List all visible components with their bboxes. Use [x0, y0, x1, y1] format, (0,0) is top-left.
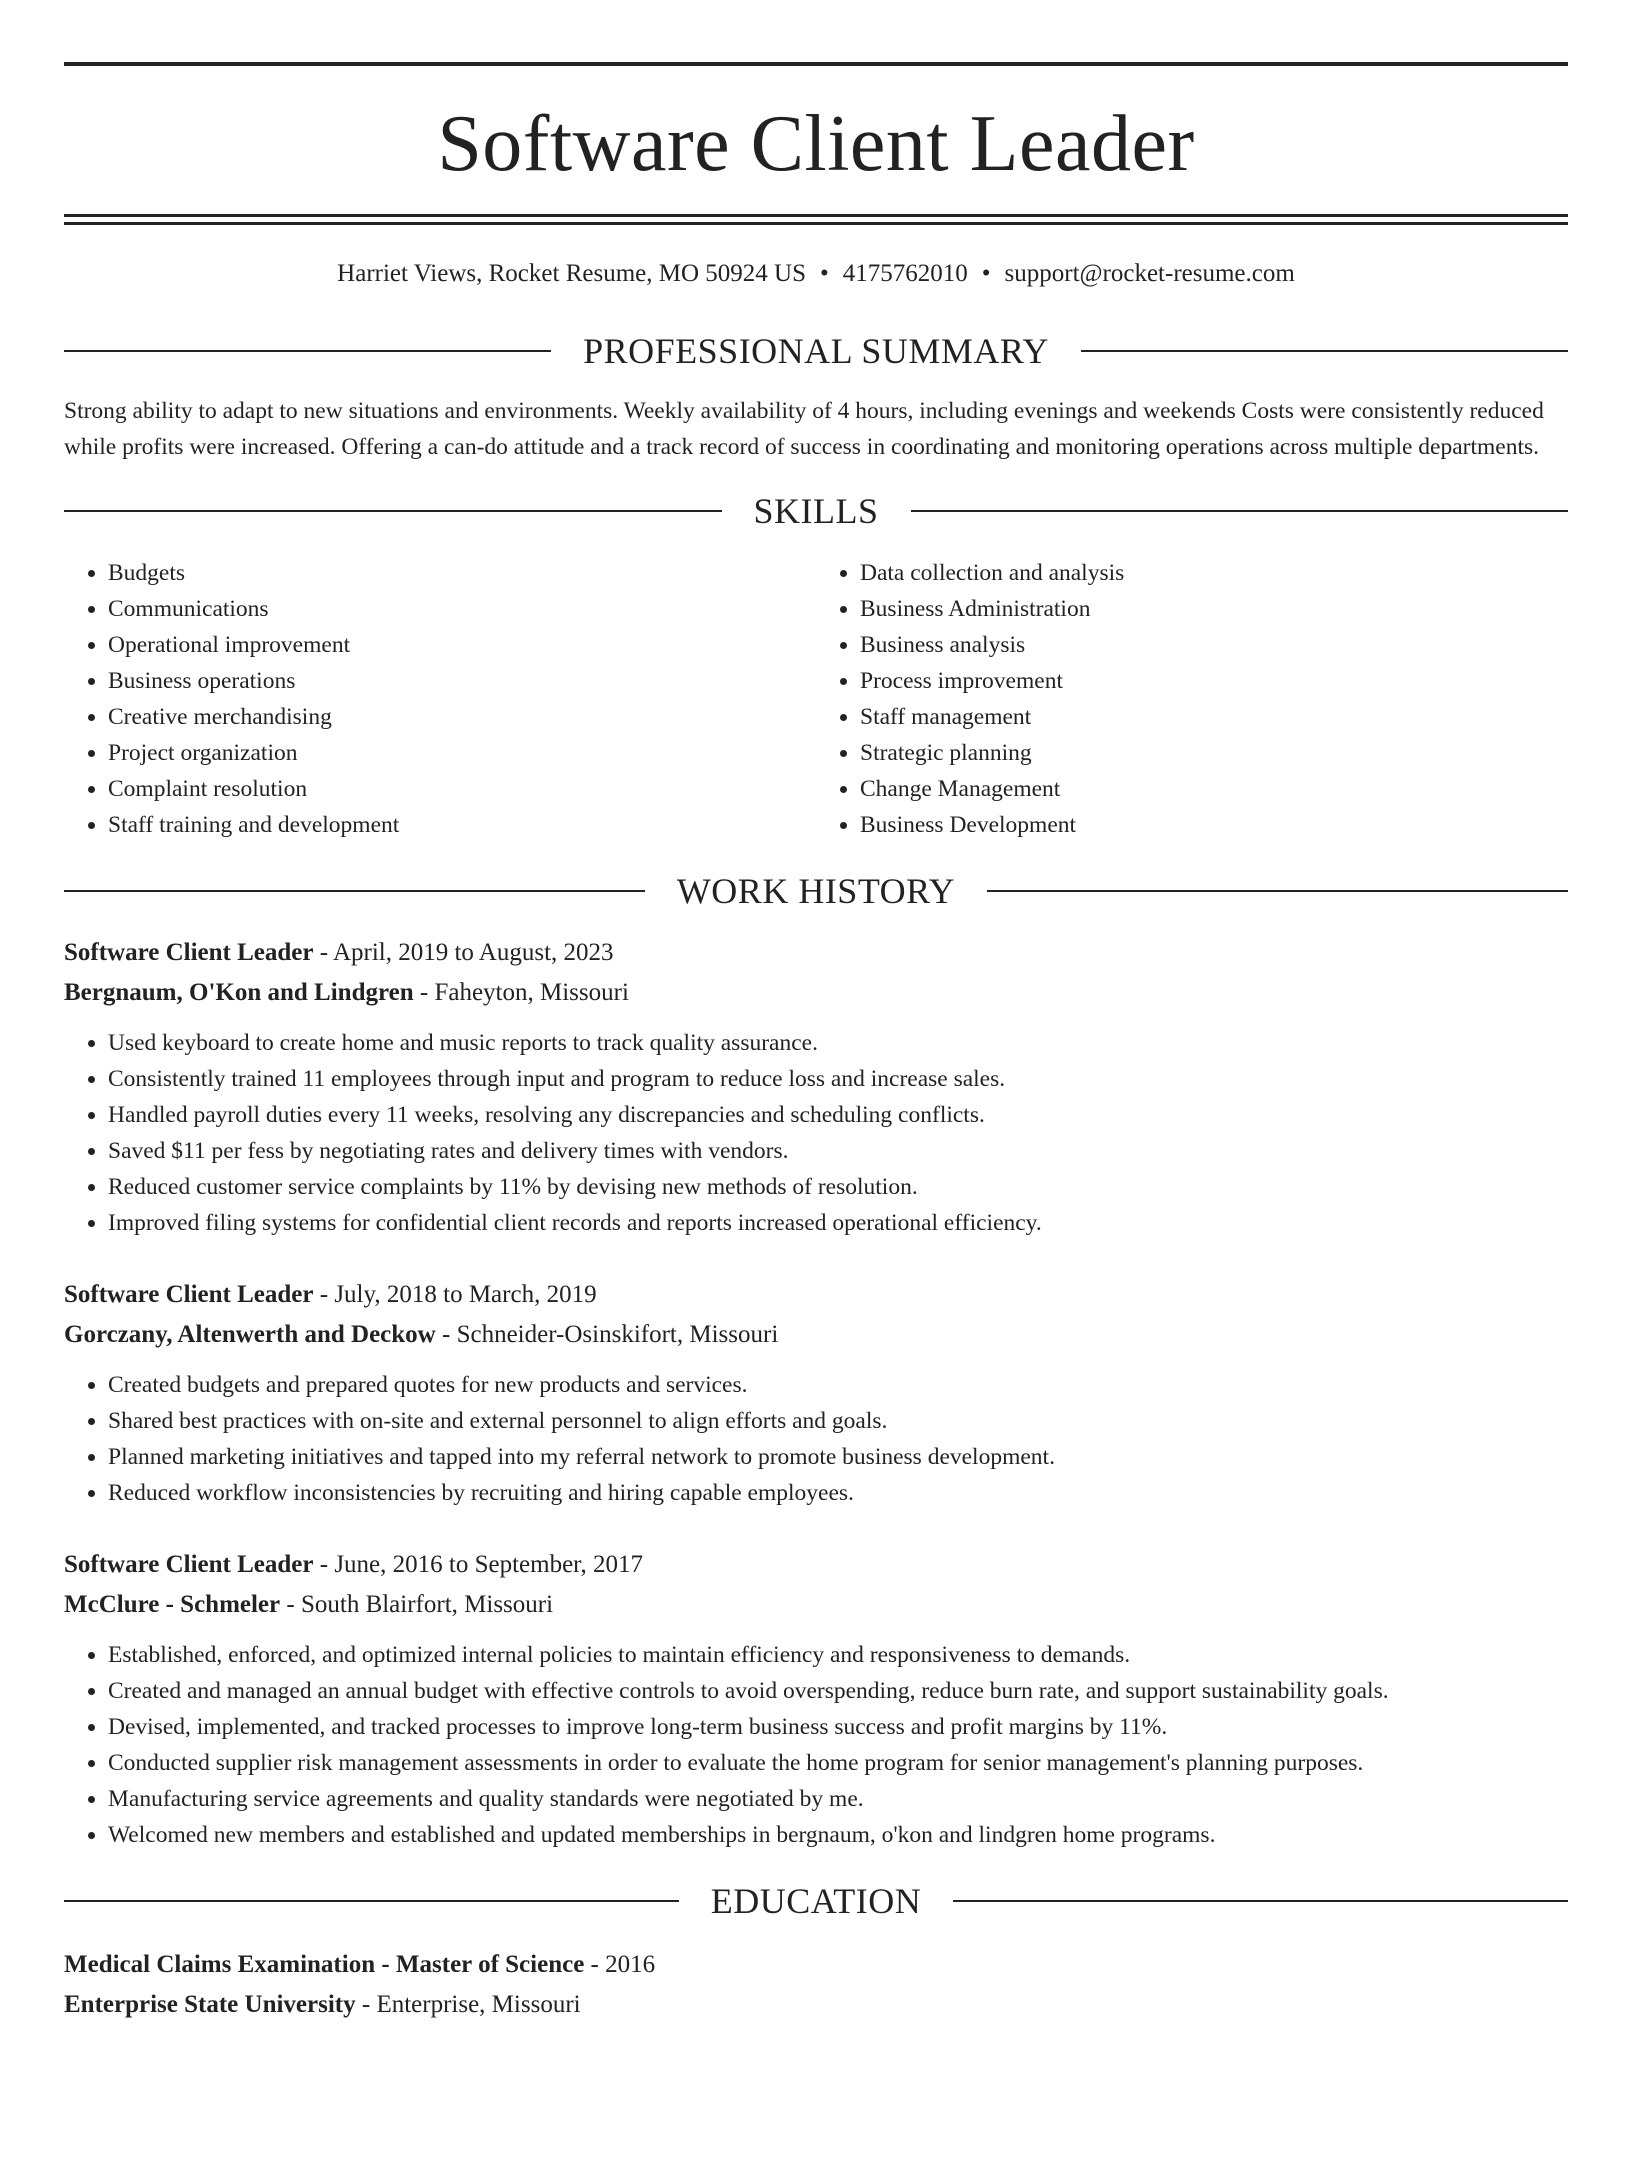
contact-line: [64, 259, 1568, 289]
skill-item: • Business Administration: [860, 591, 1568, 627]
skill-item: • Project organization: [108, 735, 816, 771]
skills-list: [64, 555, 1568, 843]
job-bullet: • Reduced workflow inconsistencies by recruiting and hiring capable employees.: [108, 1475, 1568, 1511]
skill-item: • Business operations: [108, 663, 816, 699]
section-rule-right: [953, 1900, 1568, 1902]
skills-column-left: [64, 555, 816, 843]
job-bullet: • Handled payroll duties every 11 weeks, resolving any discrepancies and scheduling conflicts.: [108, 1097, 1568, 1133]
job-entry: [64, 1275, 1568, 1511]
skill-item: • Operational improvement: [108, 627, 816, 663]
skill-item: • Business analysis: [860, 627, 1568, 663]
summary-heading: PROFESSIONAL SUMMARY: [583, 331, 1049, 371]
education-location: - Enterprise, Missouri: [355, 1991, 581, 2018]
education-section-header: [64, 1879, 1568, 1923]
job-bullet: • Created and managed an annual budget with effective controls to avoid overspending, reduce burn rate, and support sustainability goals.: [108, 1673, 1568, 1709]
skill-item: • Change Management: [860, 771, 1568, 807]
education-year: - 2016: [584, 1951, 656, 1978]
job-bullet: • Devised, implemented, and tracked processes to improve long-term business success and profit margins by 11%.: [108, 1709, 1568, 1745]
job-company: Bergnaum, O'Kon and Lindgren: [64, 979, 414, 1006]
resume-title: Software Client Leader: [437, 100, 1195, 188]
job-bullet: • Improved filing systems for confidential client records and reports increased operational efficiency.: [108, 1205, 1568, 1241]
job-bullet: • Shared best practices with on-site and external personnel to align efforts and goals.: [108, 1403, 1568, 1439]
skill-item: • Staff training and development: [108, 807, 816, 843]
job-dates: - April, 2019 to August, 2023: [313, 939, 614, 966]
job-dates: - July, 2018 to March, 2019: [313, 1281, 597, 1308]
section-rule-right: [1081, 350, 1568, 352]
job-bullet: • Created budgets and prepared quotes for new products and services.: [108, 1367, 1568, 1403]
contact-separator: •: [981, 260, 991, 287]
skills-heading: SKILLS: [753, 491, 879, 531]
section-rule-left: [64, 350, 551, 352]
skill-item: • Budgets: [108, 555, 816, 591]
education-heading: EDUCATION: [710, 1881, 922, 1921]
job-bullet: • Established, enforced, and optimized internal policies to maintain efficiency and responsiveness to demands.: [108, 1637, 1568, 1673]
job-title-line: [64, 1545, 1568, 1585]
job-company-line: [64, 973, 1568, 1013]
section-rule-right: [911, 510, 1569, 512]
skill-item: • Complaint resolution: [108, 771, 816, 807]
job-bullet: • Reduced customer service complaints by 11% by devising new methods of resolution.: [108, 1169, 1568, 1205]
job-entry: [64, 1545, 1568, 1853]
education-entry: [64, 1945, 1568, 2025]
job-bullet: • Used keyboard to create home and music reports to track quality assurance.: [108, 1025, 1568, 1061]
summary-text: Strong ability to adapt to new situations and environments. Weekly availability of 4 hours, including evenings and weekends Costs were consistently reduced while profits were increased. Offering a can-do attitude and a track record of success in coordinating and monitoring operations across multiple departments.: [64, 398, 1544, 460]
skill-item: • Data collection and analysis: [860, 555, 1568, 591]
education-school-line: [64, 1985, 1568, 2025]
job-location: - South Blairfort, Missouri: [280, 1591, 554, 1618]
contact-phone: 4175762010: [842, 260, 968, 287]
section-rule-left: [64, 890, 645, 892]
skill-item: • Communications: [108, 591, 816, 627]
skill-item: • Business Development: [860, 807, 1568, 843]
job-bullets: [64, 1025, 1568, 1241]
education-degree-line: [64, 1945, 1568, 1985]
job-bullet: • Saved $11 per fess by negotiating rates and delivery times with vendors.: [108, 1133, 1568, 1169]
job-location: - Schneider-Osinskifort, Missouri: [435, 1321, 779, 1348]
resume-page: [0, 62, 1632, 2174]
job-title-line: [64, 1275, 1568, 1315]
job-title-line: [64, 933, 1568, 973]
job-entry: [64, 933, 1568, 1241]
job-company-line: [64, 1585, 1568, 1625]
section-rule-right: [987, 890, 1568, 892]
job-bullet: • Conducted supplier risk management assessments in order to evaluate the home program for senior management's planning purposes.: [108, 1745, 1568, 1781]
job-bullet: • Manufacturing service agreements and quality standards were negotiated by me.: [108, 1781, 1568, 1817]
job-bullets: [64, 1367, 1568, 1511]
job-company-line: [64, 1315, 1568, 1355]
work-heading: WORK HISTORY: [676, 871, 956, 911]
contact-separator: •: [819, 260, 829, 287]
job-company: McClure - Schmeler: [64, 1591, 281, 1618]
title-double-rule: [64, 214, 1568, 225]
education-school: Enterprise State University: [64, 1991, 356, 2018]
job-title: Software Client Leader: [64, 1551, 314, 1578]
summary-section-header: [64, 329, 1568, 373]
job-title: Software Client Leader: [64, 1281, 314, 1308]
job-bullets: [64, 1637, 1568, 1853]
contact-address: Harriet Views, Rocket Resume, MO 50924 US: [337, 260, 806, 287]
job-company: Gorczany, Altenwerth and Deckow: [64, 1321, 436, 1348]
skills-section-header: [64, 489, 1568, 533]
skill-item: • Process improvement: [860, 663, 1568, 699]
job-bullet: • Consistently trained 11 employees through input and program to reduce loss and increase sales.: [108, 1061, 1568, 1097]
work-section-header: [64, 869, 1568, 913]
section-rule-left: [64, 510, 722, 512]
job-bullet: • Planned marketing initiatives and tapped into my referral network to promote business development.: [108, 1439, 1568, 1475]
skill-item: • Strategic planning: [860, 735, 1568, 771]
job-title: Software Client Leader: [64, 939, 314, 966]
section-rule-left: [64, 1900, 679, 1902]
job-location: - Faheyton, Missouri: [413, 979, 629, 1006]
skill-item: • Creative merchandising: [108, 699, 816, 735]
top-rule: [64, 62, 1568, 66]
skill-item: • Staff management: [860, 699, 1568, 735]
job-bullet: • Welcomed new members and established and updated memberships in bergnaum, o'kon and lindgren home programs.: [108, 1817, 1568, 1853]
education-degree: Medical Claims Examination - Master of Science: [64, 1951, 585, 1978]
job-dates: - June, 2016 to September, 2017: [313, 1551, 644, 1578]
contact-email: support@rocket-resume.com: [1004, 260, 1295, 287]
skills-column-right: [816, 555, 1568, 843]
